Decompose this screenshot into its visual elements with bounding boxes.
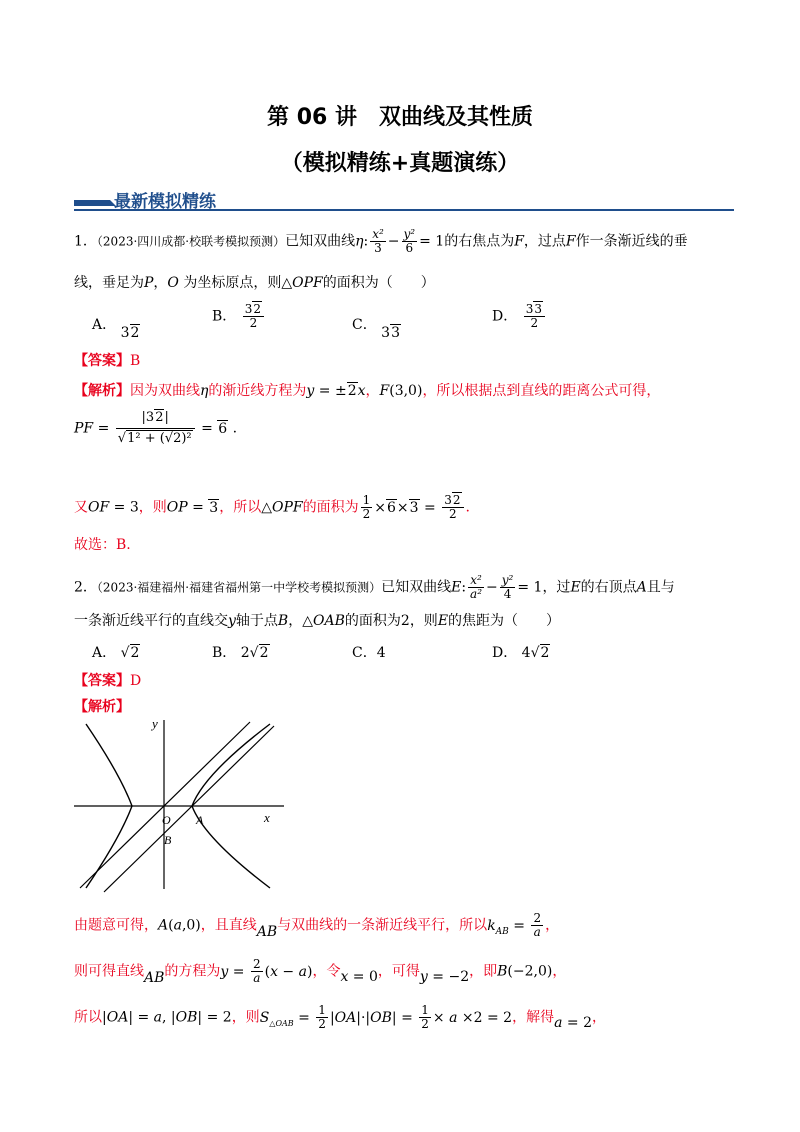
q2-analysis-tag (74, 696, 130, 716)
label-b: B (164, 833, 172, 847)
label-y: y (152, 716, 158, 731)
q1-text-b: 的右焦点为 (444, 233, 515, 250)
q2-line2-b: 轴于点 (235, 613, 278, 629)
q1-eta: η (355, 233, 364, 250)
q2-option-c-label: C．4 (352, 645, 386, 661)
page-subtitle: （模拟精练+真题演练） (280, 151, 520, 176)
q2-sol-2c: ，令 (312, 963, 341, 980)
q1-option-c-label: C． (352, 317, 377, 333)
q2-sol-3c: ，解得 (512, 1009, 555, 1026)
q2-solution-line1: 由题意可得，A(a,0)，且直线AB与双曲线的一条渐近线平行，所以$k_{AB}$ = $\frac{2}{a}$ ， (74, 911, 560, 940)
section-banner (74, 190, 734, 212)
q2-text-d: 且与 (646, 579, 675, 596)
q1-option-a-label: A． (92, 317, 117, 333)
q1-analysis-tag: 【解析】 (74, 383, 130, 399)
q1-text-c: ，过点 (523, 233, 566, 250)
q2-stem-line2: 一条渐近线平行的直线交y轴于点B，△OAB的面积为2，则E的焦距为（ ） (74, 613, 561, 629)
q1-analysis-line3: 又OF = 3，则OP = 3，所以△OPF的面积为 $\frac{1}{2}$ ×6×3 = $\frac{32}{2}$ . (74, 493, 470, 521)
section-title: 最新模拟精练 (114, 192, 216, 212)
q2-answer-value: D (130, 673, 142, 689)
q1-stem-line2: 线，垂足为P，O 为坐标原点，则△OPF的面积为（ ） (74, 275, 435, 291)
q1-stem-line1: 1．（2023·四川成都·校联考模拟预测）已知双曲线η: $\frac{\text{x²}}{3}$ − $\frac{\text{y²}}{6}$ = 1的右焦点为F，过点F作一条渐近线的垂 (74, 227, 688, 255)
q1-number: 1． (74, 233, 97, 250)
q1-O: O (167, 275, 179, 291)
q1-option-a[interactable]: A． 32 (92, 317, 140, 341)
q2-sol-2b: 的方程为 (164, 963, 221, 980)
hyperbola-figure (74, 714, 294, 894)
q1-analysis-3a: 又 (74, 499, 88, 516)
q1-analysis-3d: 的面积为 (302, 499, 359, 516)
q1-line2-b: 为坐标原点，则 (183, 275, 282, 291)
q2-option-b[interactable]: B． 2√2 (212, 645, 269, 661)
q1-option-b-label: B． (212, 308, 237, 325)
q1-line2-a: 线，垂足为 (74, 275, 144, 291)
q1-triangle: △OPF (281, 275, 323, 291)
q2-answer-tag: 【答案】 (74, 673, 130, 689)
asymptote-line (80, 722, 250, 888)
q2-sol-2a: 则可得直线 (74, 963, 144, 980)
line-ab (104, 726, 274, 892)
q1-option-c[interactable]: C． 33 (352, 317, 401, 341)
q1-answer-tag: 【答案】 (74, 353, 130, 369)
q2-solution-line3: 所以|OA| = a, |OB| = 2，则$S_{\triangle OAB}$ = $\frac{1}{2}$ |OA|·|OB| = $\frac{1}{2}$ × a ×2 = 2，解得a = 2， (74, 1003, 606, 1031)
q2-sol-1a: 由题意可得， (74, 917, 158, 934)
q2-solution-line2: 则可得直线AB的方程为y = $\frac{2}{a}$ (x − a)，令x = 0，可得y = −2，即B(−2,0)， (74, 957, 567, 986)
q1-line2-c: 的面积为（ ） (322, 275, 435, 291)
q1-option-d[interactable]: D． $\frac{33}{2}$ (492, 303, 547, 330)
q2-option-b-label: B． (212, 645, 237, 661)
q2-text-a: 已知双曲线 (381, 579, 452, 596)
q1-option-b[interactable]: B． $\frac{32}{2}$ (212, 303, 266, 330)
page-title: 第 06 讲 双曲线及其性质 (267, 105, 533, 130)
q1-distance-formula: PF = $\frac{|32|}{\text{√1² + (√2)²}}$ = 6 . (74, 410, 238, 446)
q2-option-a[interactable]: A． √2 (92, 645, 140, 661)
q1-analysis-1b: 的渐近线方程为 (208, 383, 307, 399)
q1-analysis-3c: ，所以 (219, 499, 262, 516)
q1-answer-value: B (130, 353, 141, 369)
q2-line2-e: 的焦距为（ ） (448, 613, 561, 629)
q1-analysis-1a: 因为双曲线 (130, 383, 200, 399)
q1-text-d: 作一条渐近线的垂 (575, 233, 688, 250)
q2-line2-c: 的面积为 (344, 613, 401, 629)
q2-line2-a: 一条渐近线平行的直线交 (74, 613, 228, 629)
q2-number: 2． (74, 579, 97, 596)
q1-frac-x: $\frac{\text{x²}}{3}$ (372, 227, 384, 255)
q2-analysis-tag-text: 【解析】 (74, 699, 130, 715)
q1-text: 已知双曲线 (285, 233, 356, 250)
q2-option-a-label: A． (92, 645, 117, 661)
q1-frac-y: $\frac{\text{y²}}{6}$ (403, 227, 416, 255)
q1-F: F (514, 233, 524, 250)
label-x: x (264, 810, 270, 825)
q1-F2: F (565, 233, 576, 250)
q1-analysis-1c: ，所以根据点到直线的距离公式可得， (422, 383, 661, 399)
q2-source: （2023·福建福州·福建省福州第一中学校考模拟预测） (96, 580, 382, 595)
q2-stem-line1: 2．（2023·福建福州·福建省福州第一中学校考模拟预测）已知双曲线E: $\frac{\text{x²}}{\text{a²}}$ − $\frac{\text{y²}}{4}$ = 1，过E的右顶点A且与 (74, 573, 675, 601)
q2-sol-2d: ，可得 (377, 963, 420, 980)
q2-sol-2e: ，即 (469, 963, 498, 980)
q1-analysis-line1: 【解析】因为双曲线η的渐近线方程为y = ±2x，F(3,0)，所以根据点到直线的距离公式可得， (74, 383, 661, 399)
label-a: A (196, 813, 204, 827)
q2-text-b: ，过 (542, 579, 571, 596)
q2-option-d-label: D． (492, 645, 518, 661)
q1-conclusion: 故选：B. (74, 537, 131, 553)
q2-sol-3b: ，则 (231, 1009, 260, 1026)
q2-sol-1b: ，且直线 (200, 917, 257, 934)
q2-sol-1c: 与双曲线的一条渐近线平行，所以 (277, 917, 488, 934)
q1-source: （2023·四川成都·校联考模拟预测） (96, 234, 286, 249)
q1-option-d-label: D． (492, 308, 518, 325)
q2-text-c: 的右顶点 (580, 579, 637, 596)
q1-P: P (144, 275, 154, 291)
q2-line2-d: ，则 (409, 613, 438, 629)
q2-option-c[interactable] (352, 642, 386, 662)
q2-answer (74, 670, 141, 690)
q2-option-d[interactable]: D． 4√2 (492, 645, 550, 661)
label-o: O (162, 813, 171, 827)
q1-answer (74, 350, 140, 370)
q2-sol-3a: 所以 (74, 1009, 102, 1026)
q1-analysis-3b: ，则 (138, 499, 167, 516)
